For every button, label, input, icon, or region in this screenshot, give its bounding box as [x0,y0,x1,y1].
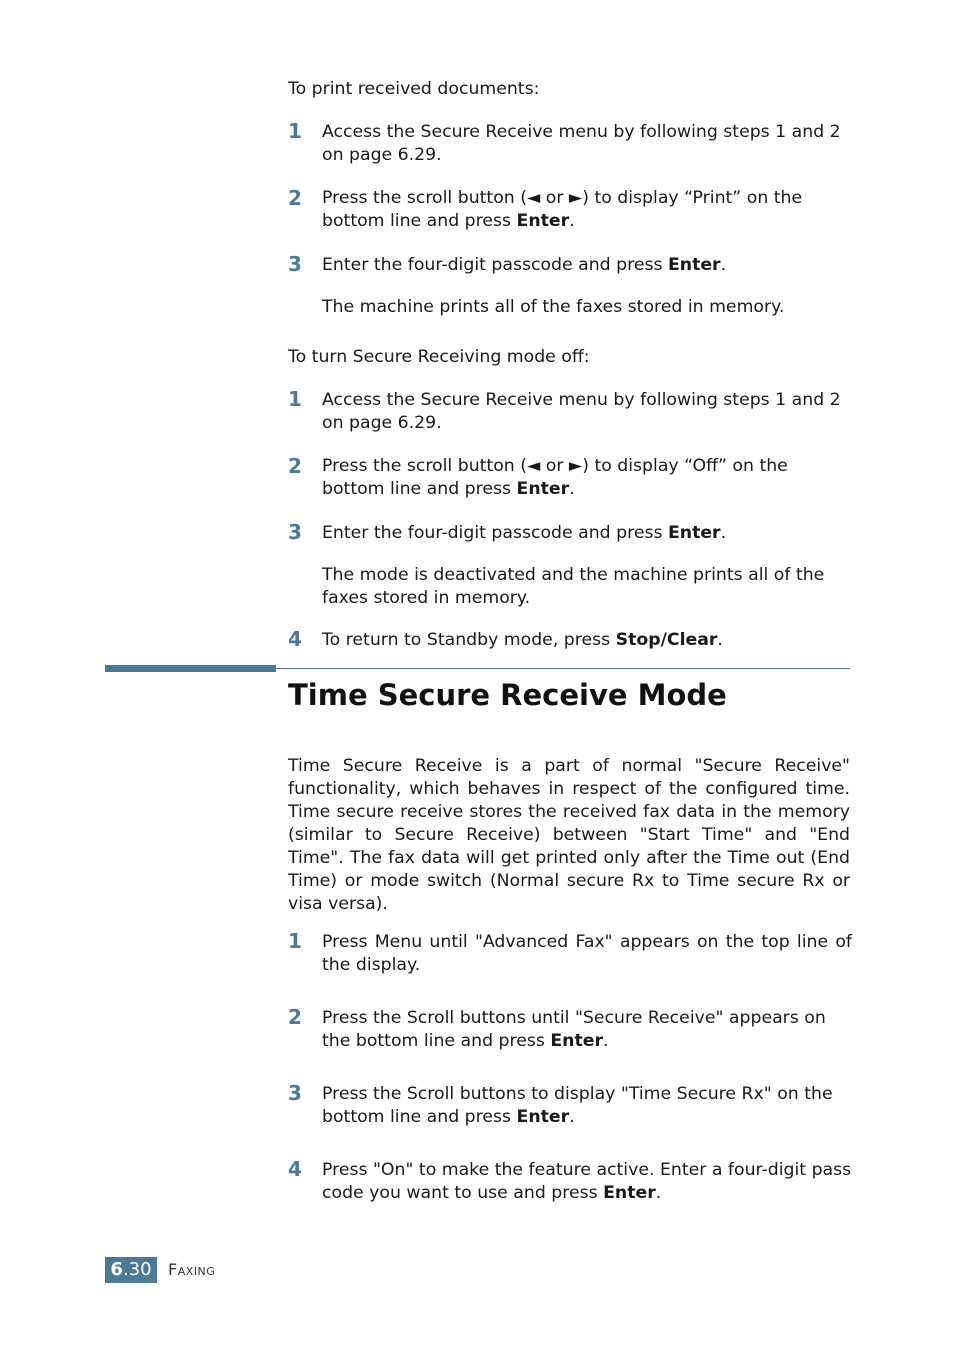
step-text: Access the Secure Receive menu by following steps 1 and 2 on page 6.29. [322,390,841,433]
chapter-number: 6 [110,1259,123,1280]
step-number: 2 [288,186,302,210]
step-number: 3 [288,1081,302,1105]
chapter-label: Faxing [168,1260,216,1279]
step-number: 3 [288,520,302,544]
step-number: 1 [288,929,302,953]
stop-clear-key-label: Stop/Clear [615,630,718,650]
enter-key-label: Enter [603,1183,656,1203]
step-number: 1 [288,119,302,143]
enter-key-label: Enter [516,479,570,499]
step-text: Press the scroll button (◄ or ►) to display “Print” on the bottom line and press Enter. [322,188,803,231]
step-number: 2 [288,454,302,478]
enter-key-label: Enter [550,1031,603,1051]
enter-key-label: Enter [516,211,570,231]
enter-key-label: Enter [516,1107,570,1127]
step-text: Press the Scroll buttons to display "Time Secure Rx" on the bottom line and press Enter. [322,1084,833,1127]
step-text: To return to Standby mode, press Stop/Clear. [322,630,723,650]
step-text: Press Menu until "Advanced Fax" appears on the top line of the display. [322,932,852,975]
step-number: 4 [288,1157,302,1181]
section-divider-thin [276,668,850,669]
enter-key-label: Enter [667,523,721,543]
step-text: Enter the four-digit passcode and press Enter. [322,523,727,543]
print-intro: To print received documents: [288,79,540,99]
step-note: The machine prints all of the faxes stored in memory. [322,297,785,317]
page-number-badge [105,1257,157,1283]
step-number: 2 [288,1005,302,1029]
step-number: 1 [288,387,302,411]
section-heading: Time Secure Receive Mode [288,678,727,712]
step-text: Access the Secure Receive menu by following steps 1 and 2 on page 6.29. [322,122,841,165]
step-number: 3 [288,252,302,276]
step-text: Press "On" to make the feature active. Enter a four-digit pass code you want to use and press Enter. [322,1160,852,1203]
page-number: .30 [122,1259,152,1280]
step-text: Enter the four-digit passcode and press Enter. [322,255,727,275]
section-divider-thick [105,665,276,672]
step-note: The mode is deactivated and the machine prints all of the faxes stored in memory. [322,565,825,608]
section-body: Time Secure Receive is a part of normal "Secure Receive" functionality, which behaves in respect of the configured time. Time secure receive stores the received fax data in the memory (similar to Secure Receive) between "Start Time" and "End Time". The fax data will get printed only after the Time out (End Time) or mode switch (Normal secure Rx to Time secure Rx or visa versa). [288,756,850,914]
turn-off-intro: To turn Secure Receiving mode off: [288,347,590,367]
step-text: Press the scroll button (◄ or ►) to display “Off” on the bottom line and press Enter. [322,456,788,499]
enter-key-label: Enter [667,255,721,275]
step-text: Press the Scroll buttons until "Secure Receive" appears on the bottom line and press Enter. [322,1008,826,1051]
step-number: 4 [288,627,302,651]
